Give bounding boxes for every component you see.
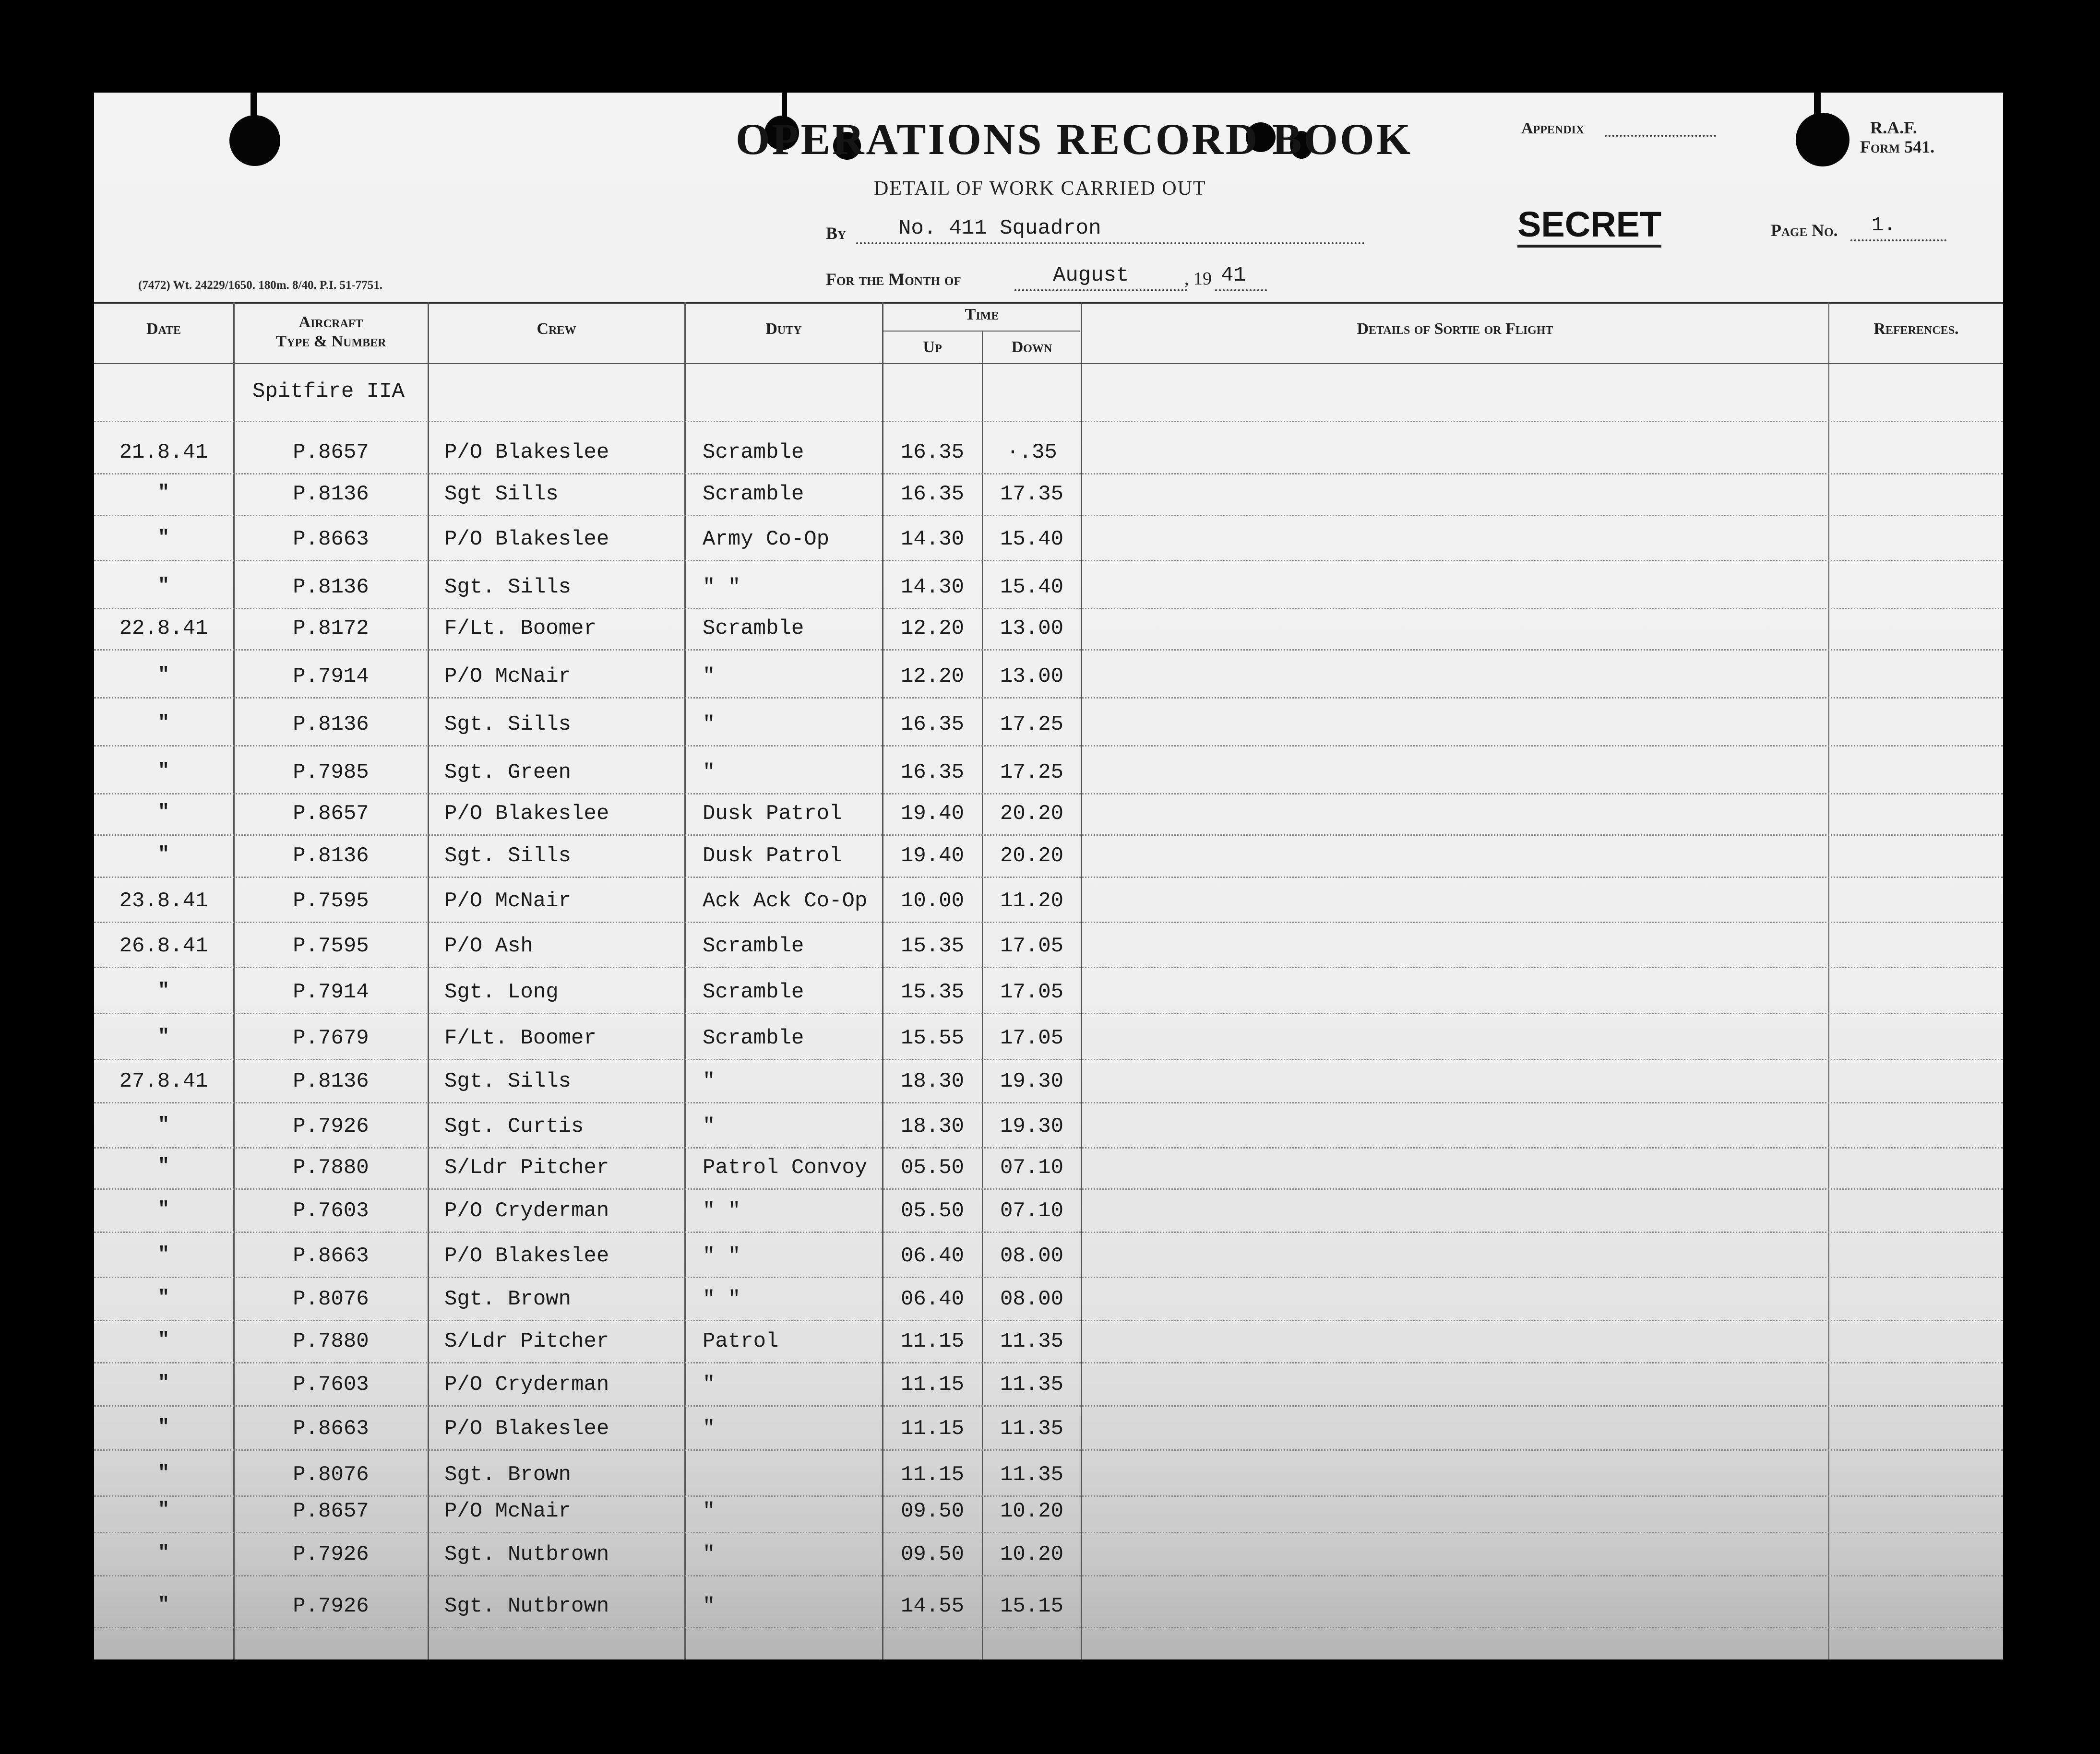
year-value: 41: [1221, 263, 1246, 287]
header-references: References.: [1873, 320, 1959, 338]
row-rule: [94, 1013, 2003, 1014]
row-duty: ": [703, 712, 716, 736]
row-up: 11.15: [900, 1417, 965, 1441]
row-aircraft: P.8136: [293, 1069, 369, 1093]
row-rule: [94, 793, 2003, 794]
col-divider: [1828, 302, 1829, 1659]
row-rule: [94, 1147, 2003, 1149]
row-date: ": [157, 980, 169, 1002]
row-down: 11.35: [1000, 1373, 1064, 1397]
row-down: 15.40: [1000, 575, 1064, 599]
row-up: 09.50: [900, 1542, 965, 1566]
row-up: 16.35: [900, 482, 965, 506]
row-aircraft: P.8663: [293, 1417, 369, 1441]
row-down: 17.05: [1000, 980, 1064, 1004]
row-crew: P/O McNair: [444, 889, 572, 913]
row-date: ": [157, 1287, 169, 1309]
by-line: [856, 242, 1365, 244]
row-up: 16.35: [900, 440, 965, 464]
row-aircraft: P.8136: [293, 844, 369, 868]
row-crew: Sgt. Green: [444, 760, 572, 784]
row-duty: ": [703, 1373, 716, 1397]
row-duty: ": [703, 1069, 716, 1093]
row-rule: [94, 421, 2003, 422]
row-date: ": [157, 760, 169, 782]
row-rule: [94, 649, 2003, 651]
row-down: 19.30: [1000, 1069, 1064, 1093]
appendix-label: Appendix: [1521, 119, 1585, 137]
row-down: 13.00: [1000, 616, 1064, 640]
header-time: Time: [965, 306, 999, 323]
row-rule: [94, 1362, 2003, 1363]
row-rule: [94, 473, 2003, 474]
row-duty: ": [703, 664, 716, 688]
row-duty: Scramble: [703, 440, 804, 464]
row-duty: Scramble: [703, 1026, 804, 1050]
row-date: 26.8.41: [119, 934, 208, 958]
row-up: 15.35: [900, 980, 965, 1004]
year-prefix: , 19: [1184, 269, 1212, 289]
row-duty: " ": [703, 1244, 741, 1268]
row-up: 12.20: [900, 664, 965, 688]
row-rule: [94, 922, 2003, 923]
row-crew: Sgt. Sills: [444, 1069, 572, 1093]
row-rule: [94, 1320, 2003, 1321]
row-aircraft: P.7926: [293, 1114, 369, 1138]
row-aircraft: P.7926: [293, 1542, 369, 1566]
row-rule: [94, 1627, 2003, 1628]
row-down: 15.15: [1000, 1594, 1064, 1618]
row-aircraft: P.8136: [293, 575, 369, 599]
by-label: By: [826, 224, 847, 243]
row-duty: Scramble: [703, 980, 804, 1004]
row-duty: Dusk Patrol: [703, 802, 842, 826]
row-rule: [94, 515, 2003, 516]
row-crew: Sgt. Sills: [444, 844, 572, 868]
row-date: ": [157, 1156, 169, 1177]
table-top-rule: [94, 302, 2003, 304]
row-down: 13.00: [1000, 664, 1064, 688]
row-duty: Dusk Patrol: [703, 844, 842, 868]
row-aircraft: P.8172: [293, 616, 369, 640]
row-aircraft: P.7880: [293, 1156, 369, 1180]
row-crew: P/O Blakeslee: [444, 440, 609, 464]
header-aircraft-sub: Type & Number: [275, 332, 386, 350]
row-aircraft: P.7914: [293, 664, 369, 688]
row-up: 18.30: [900, 1069, 965, 1093]
header-aircraft: Aircraft: [298, 313, 363, 331]
row-down: 08.00: [1000, 1244, 1064, 1268]
row-date: ": [157, 1463, 169, 1484]
row-up: 05.50: [900, 1199, 965, 1223]
row-aircraft: P.8076: [293, 1463, 369, 1487]
row-down: 17.25: [1000, 760, 1064, 784]
col-divider: [428, 302, 429, 1659]
page-number: 1.: [1872, 213, 1896, 237]
row-date: ": [157, 1329, 169, 1351]
row-aircraft: P.8657: [293, 802, 369, 826]
row-duty: ": [703, 1417, 716, 1441]
row-rule: [94, 1405, 2003, 1407]
row-duty: ": [703, 1499, 716, 1523]
row-aircraft: P.7595: [293, 889, 369, 913]
row-crew: Sgt. Sills: [444, 712, 572, 736]
row-crew: P/O Cryderman: [444, 1199, 609, 1223]
row-crew: P/O Blakeslee: [444, 802, 609, 826]
row-crew: P/O Blakeslee: [444, 527, 609, 551]
row-aircraft: P.7603: [293, 1373, 369, 1397]
row-down: 11.35: [1000, 1463, 1064, 1487]
row-up: 14.30: [900, 575, 965, 599]
row-date: ": [157, 712, 169, 734]
page-line: [1850, 239, 1946, 241]
row-rule: [94, 745, 2003, 747]
col-divider: [684, 302, 686, 1659]
row-duty: Army Co-Op: [703, 527, 830, 551]
aircraft-type: Spitfire IIA: [252, 379, 405, 403]
row-rule: [94, 1102, 2003, 1103]
row-crew: Sgt. Long: [444, 980, 559, 1004]
raf-label: R.A.F.: [1870, 118, 1917, 137]
row-date: ": [157, 1026, 169, 1048]
row-down: 17.35: [1000, 482, 1064, 506]
row-aircraft: P.8136: [293, 482, 369, 506]
row-duty: " ": [703, 575, 741, 599]
row-aircraft: P.7985: [293, 760, 369, 784]
row-rule: [94, 1232, 2003, 1233]
row-date: 21.8.41: [119, 440, 208, 464]
form-subtitle: DETAIL OF WORK CARRIED OUT: [874, 178, 1206, 200]
row-up: 09.50: [900, 1499, 965, 1523]
row-duty: Ack Ack Co-Op: [703, 889, 868, 913]
row-date: ": [157, 664, 169, 686]
row-crew: F/Lt. Boomer: [444, 616, 597, 640]
row-rule: [94, 697, 2003, 699]
row-date: ": [157, 1594, 169, 1616]
row-crew: S/Ldr Pitcher: [444, 1156, 609, 1180]
row-duty: ": [703, 1542, 716, 1566]
row-duty: ": [703, 1114, 716, 1138]
row-down: 11.20: [1000, 889, 1064, 913]
row-crew: P/O McNair: [444, 664, 572, 688]
row-rule: [94, 560, 2003, 561]
row-down: 17.25: [1000, 712, 1064, 736]
row-up: 16.35: [900, 712, 965, 736]
row-up: 05.50: [900, 1156, 965, 1180]
row-duty: Scramble: [703, 934, 804, 958]
row-rule: [94, 1495, 2003, 1497]
row-down: 17.05: [1000, 934, 1064, 958]
header-crew: Crew: [537, 320, 576, 338]
row-down: 20.20: [1000, 802, 1064, 826]
row-aircraft: P.7595: [293, 934, 369, 958]
month-value: August: [1053, 263, 1129, 287]
row-crew: Sgt. Sills: [444, 575, 572, 599]
row-date: ": [157, 1417, 169, 1438]
row-up: 15.35: [900, 934, 965, 958]
row-duty: Patrol: [703, 1329, 779, 1353]
row-date: ": [157, 482, 169, 504]
row-up: 19.40: [900, 802, 965, 826]
header-down: Down: [1011, 338, 1052, 356]
row-crew: F/Lt. Boomer: [444, 1026, 597, 1050]
row-up: 14.30: [900, 527, 965, 551]
row-up: 14.55: [900, 1594, 965, 1618]
row-date: ": [157, 844, 169, 865]
row-up: 10.00: [900, 889, 965, 913]
row-rule: [94, 1059, 2003, 1060]
row-date: ": [157, 802, 169, 823]
header-bottom-rule: [94, 363, 2003, 364]
row-duty: " ": [703, 1287, 741, 1311]
row-aircraft: P.7880: [293, 1329, 369, 1353]
form-number: Form 541.: [1860, 137, 1935, 156]
row-crew: Sgt. Curtis: [444, 1114, 584, 1138]
row-rule: [94, 1277, 2003, 1278]
row-down: 11.35: [1000, 1329, 1064, 1353]
header-details: Details of Sortie or Flight: [1357, 320, 1553, 338]
row-duty: Patrol Convoy: [703, 1156, 868, 1180]
row-aircraft: P.8663: [293, 527, 369, 551]
row-duty: ": [703, 1594, 716, 1618]
row-crew: Sgt. Nutbrown: [444, 1542, 609, 1566]
row-crew: P/O Blakeslee: [444, 1417, 609, 1441]
header-up: Up: [923, 338, 942, 356]
header-duty: Duty: [765, 320, 802, 338]
row-aircraft: P.8657: [293, 1499, 369, 1523]
row-aircraft: P.7926: [293, 1594, 369, 1618]
row-down: 10.20: [1000, 1542, 1064, 1566]
row-crew: P/O Cryderman: [444, 1373, 609, 1397]
month-line: [1014, 289, 1187, 291]
time-subheader-rule: [883, 331, 1080, 332]
row-down: 07.10: [1000, 1199, 1064, 1223]
record-sheet: [94, 93, 2003, 1659]
row-up: 06.40: [900, 1244, 965, 1268]
row-date: ": [157, 1244, 169, 1266]
row-up: 15.55: [900, 1026, 965, 1050]
row-aircraft: P.8076: [293, 1287, 369, 1311]
row-rule: [94, 1188, 2003, 1190]
row-duty: " ": [703, 1199, 741, 1223]
punch-hole-tail: [782, 93, 787, 117]
row-down: 20.20: [1000, 844, 1064, 868]
row-down: 11.35: [1000, 1417, 1064, 1441]
row-rule: [94, 967, 2003, 968]
row-date: 27.8.41: [119, 1069, 208, 1093]
row-rule: [94, 608, 2003, 609]
row-up: 16.35: [900, 760, 965, 784]
row-aircraft: P.7603: [293, 1199, 369, 1223]
row-up: 11.15: [900, 1373, 965, 1397]
row-date: 23.8.41: [119, 889, 208, 913]
row-date: ": [157, 1542, 169, 1564]
print-code: (7472) Wt. 24229/1650. 180m. 8/40. P.I. 51-7751.: [138, 279, 383, 292]
row-date: ": [157, 1114, 169, 1136]
row-duty: Scramble: [703, 482, 804, 506]
row-aircraft: P.8136: [293, 712, 369, 736]
row-up: 11.15: [900, 1463, 965, 1487]
row-duty: Scramble: [703, 616, 804, 640]
row-crew: P/O McNair: [444, 1499, 572, 1523]
punch-hole-left: [229, 115, 280, 166]
row-crew: P/O Blakeslee: [444, 1244, 609, 1268]
page-label: Page No.: [1771, 221, 1838, 240]
row-up: 06.40: [900, 1287, 965, 1311]
row-aircraft: P.7679: [293, 1026, 369, 1050]
row-down: 08.00: [1000, 1287, 1064, 1311]
row-crew: P/O Ash: [444, 934, 533, 958]
classification-stamp: SECRET: [1517, 204, 1661, 248]
row-down: 15.40: [1000, 527, 1064, 551]
row-date: ": [157, 1373, 169, 1394]
row-down: 07.10: [1000, 1156, 1064, 1180]
row-rule: [94, 834, 2003, 836]
header-date: Date: [146, 320, 181, 338]
form-title: OPERATIONS RECORD BOOK: [736, 115, 1413, 164]
row-date: ": [157, 1199, 169, 1221]
row-crew: Sgt. Brown: [444, 1463, 572, 1487]
row-crew: S/Ldr Pitcher: [444, 1329, 609, 1353]
row-rule: [94, 877, 2003, 878]
row-aircraft: P.8657: [293, 440, 369, 464]
row-up: 11.15: [900, 1329, 965, 1353]
row-date: ": [157, 1499, 169, 1521]
month-label: For the Month of: [826, 270, 961, 289]
col-divider: [1081, 302, 1082, 1659]
punch-hole-right: [1796, 113, 1849, 166]
row-rule: [94, 1575, 2003, 1576]
row-aircraft: P.8663: [293, 1244, 369, 1268]
row-up: 12.20: [900, 616, 965, 640]
row-up: 18.30: [900, 1114, 965, 1138]
row-rule: [94, 1532, 2003, 1533]
row-date: ": [157, 575, 169, 597]
squadron-name: No. 411 Squadron: [898, 216, 1101, 240]
row-crew: Sgt. Nutbrown: [444, 1594, 609, 1618]
row-crew: Sgt. Brown: [444, 1287, 572, 1311]
row-rule: [94, 1449, 2003, 1451]
appendix-line: [1605, 135, 1716, 137]
row-down: 17.05: [1000, 1026, 1064, 1050]
row-crew: Sgt Sills: [444, 482, 559, 506]
row-down: 10.20: [1000, 1499, 1064, 1523]
row-duty: ": [703, 760, 716, 784]
row-date: 22.8.41: [119, 616, 208, 640]
year-line: [1215, 289, 1267, 291]
row-aircraft: P.7914: [293, 980, 369, 1004]
row-down: 19.30: [1000, 1114, 1064, 1138]
row-down: ·.35: [1006, 440, 1057, 464]
row-date: ": [157, 527, 169, 549]
row-up: 19.40: [900, 844, 965, 868]
